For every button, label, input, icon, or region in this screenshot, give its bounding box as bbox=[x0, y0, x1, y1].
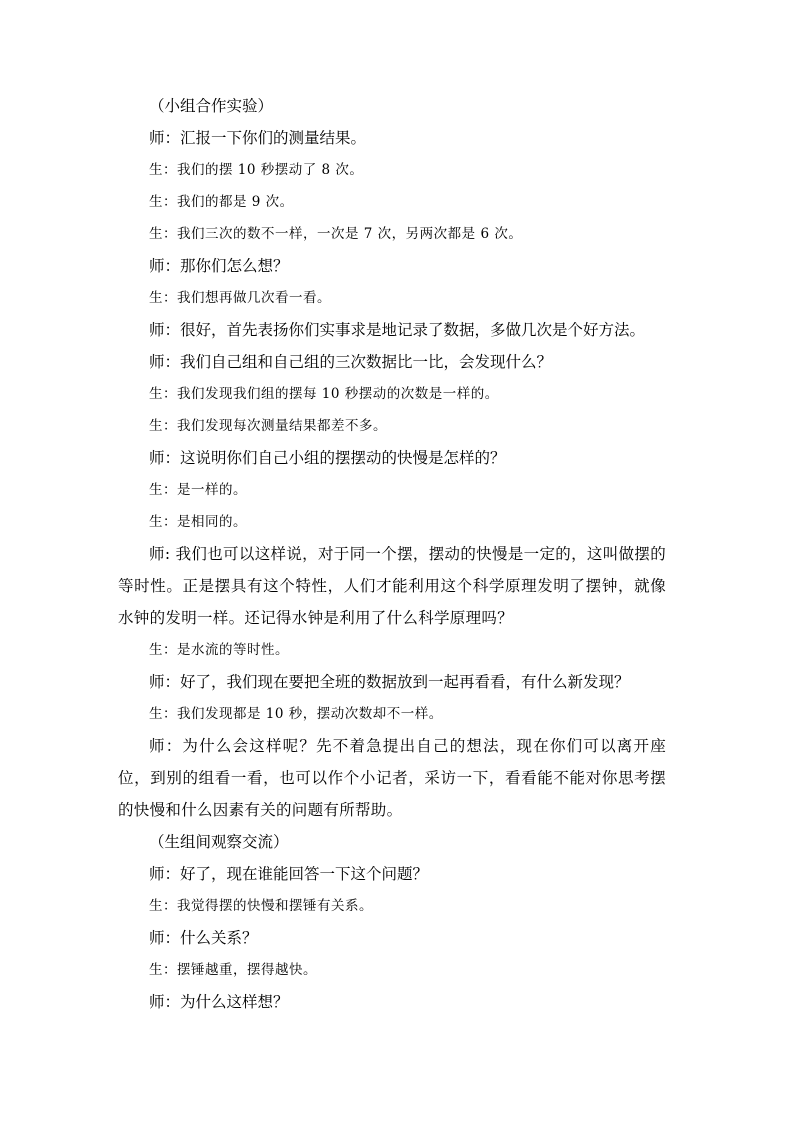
text-paragraph: 师：为什么会这样呢？先不着急提出自己的想法，现在你们可以离开座位，到别的组看一看，也可以作个小记者，采访一下，看看能不能对你思考摆的快慢和什么因素有关的问题有所帮助。 bbox=[118, 737, 666, 819]
text-line: 生：摆锤越重，摆得越快。 bbox=[149, 962, 317, 978]
text-line: 师：汇报一下你们的测量结果。 bbox=[149, 129, 367, 147]
text-line: 师：这说明你们自己小组的摆摆动的快慢是怎样的？ bbox=[149, 449, 506, 467]
text-line: （小组合作实验） bbox=[149, 97, 274, 115]
text-line: 生：是相同的。 bbox=[149, 514, 247, 530]
text-line: 生：是一样的。 bbox=[149, 482, 247, 498]
text-line: 生：我们发现每次测量结果都差不多。 bbox=[149, 418, 387, 434]
text-line: 生：我们三次的数不一样，一次是 7 次，另两次都是 6 次。 bbox=[149, 226, 523, 242]
text-line: 生：我们的都是 9 次。 bbox=[149, 194, 294, 210]
text-line: 生：是水流的等时性。 bbox=[149, 642, 289, 658]
document-body bbox=[118, 96, 666, 1024]
text-line: 生：我们的摆 10 秒摆动了 8 次。 bbox=[149, 162, 364, 178]
text-line: 师：我们自己组和自己组的三次数据比一比，会发现什么？ bbox=[149, 353, 553, 371]
text-line: 师：为什么这样想？ bbox=[149, 993, 289, 1011]
text-line: 师：很好，首先表扬你们实事求是地记录了数据，多做几次是个好方法。 bbox=[149, 321, 646, 339]
text-line: 生：我觉得摆的快慢和摆锤有关系。 bbox=[149, 898, 373, 914]
text-line: （生组间观察交流） bbox=[149, 833, 289, 851]
text-line: 师：好了，我们现在要把全班的数据放到一起再看看，有什么新发现？ bbox=[149, 673, 630, 691]
text-line: 师：什么关系？ bbox=[149, 929, 258, 947]
text-line: 生：我们想再做几次看一看。 bbox=[149, 290, 331, 306]
text-paragraph: 师: 我们也可以这样说，对于同一个摆，摆动的快慢是一定的，这叫做摆的等时性。正是摆具有这个特性，人们才能利用这个科学原理发明了摆钟，就像水钟的发明一样。还记得水钟是利用了什么科学原理吗？ bbox=[118, 545, 666, 627]
text-line: 生：我们发现我们组的摆每 10 秒摆动的次数是一样的。 bbox=[149, 386, 499, 402]
text-line: 师：那你们怎么想？ bbox=[149, 257, 289, 275]
text-line: 师：好了，现在谁能回答一下这个问题？ bbox=[149, 865, 429, 883]
text-line: 生：我们发现都是 10 秒，摆动次数却不一样。 bbox=[149, 706, 443, 722]
